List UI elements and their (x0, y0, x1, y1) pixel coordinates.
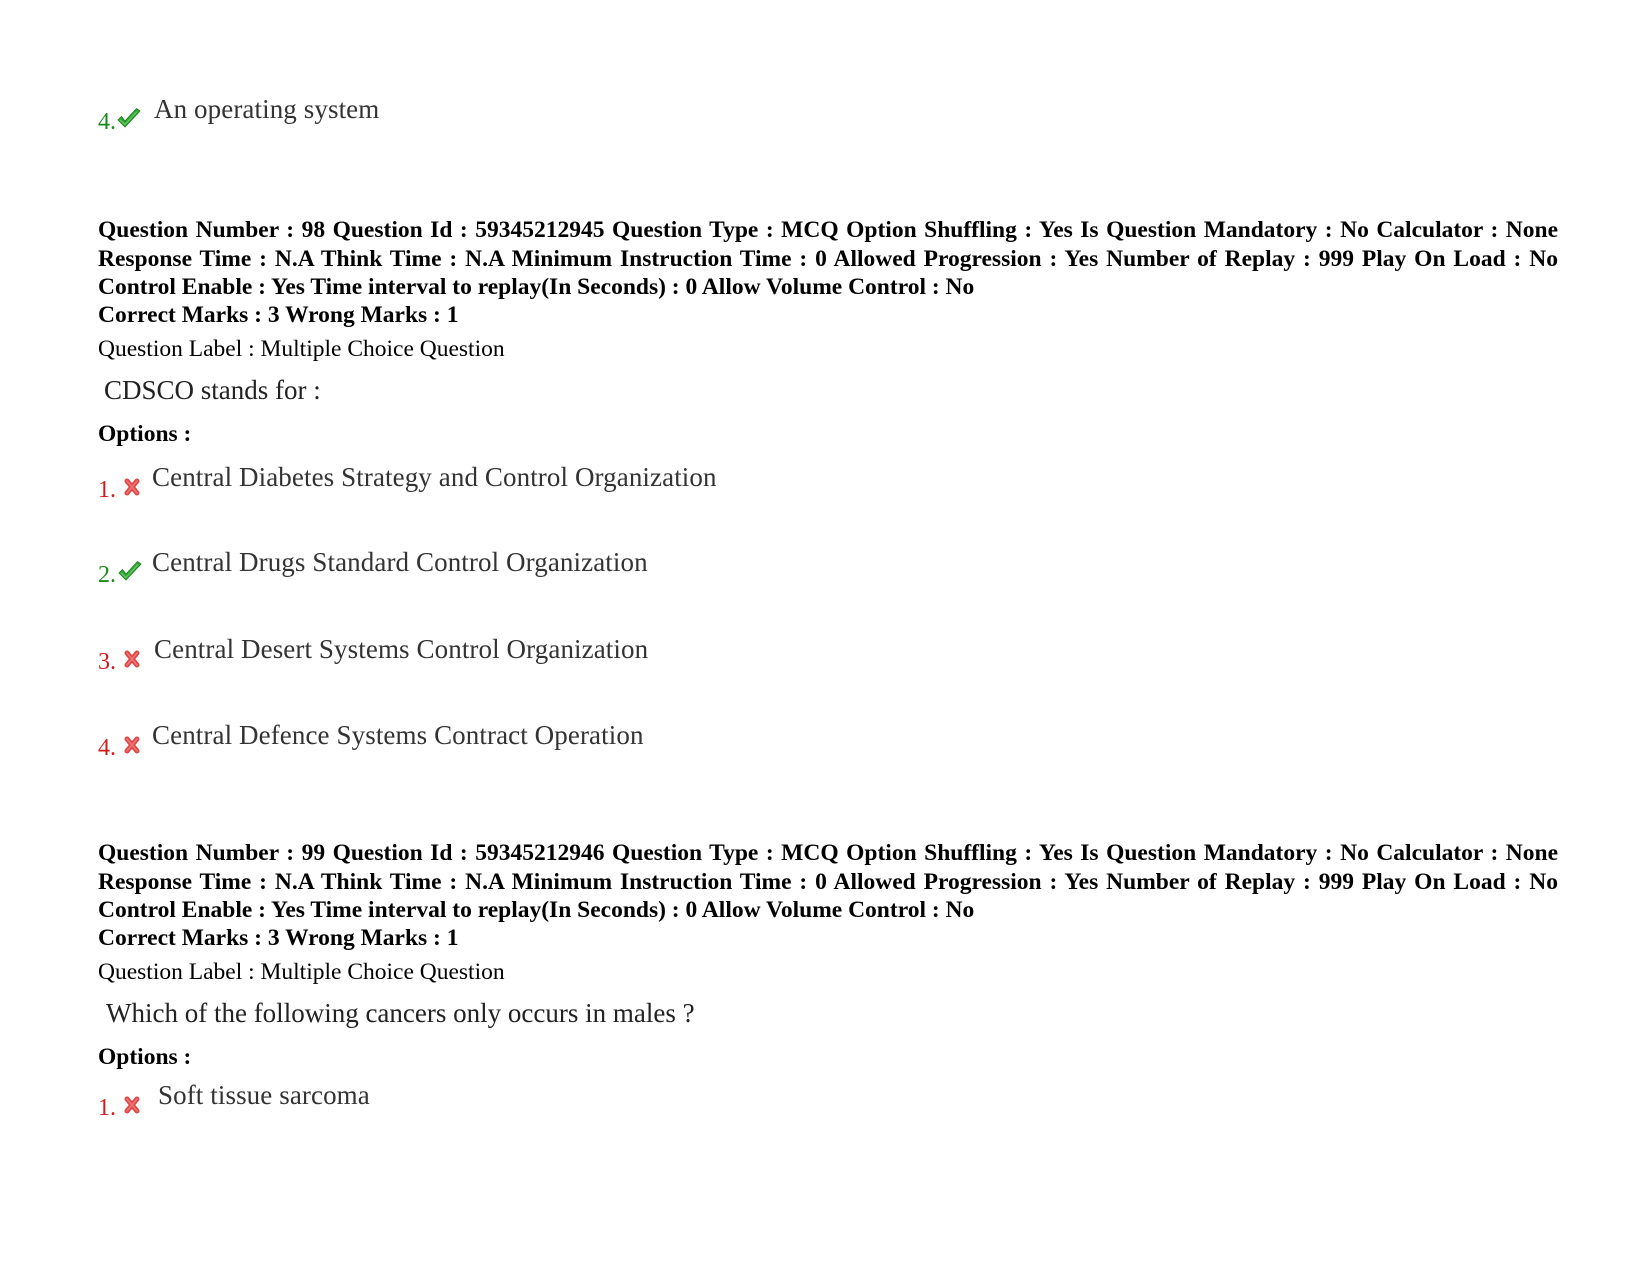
option-text: Soft tissue sarcoma (158, 1080, 370, 1110)
option-number: 4. (98, 109, 116, 135)
option-text: Central Drugs Standard Control Organization (152, 547, 648, 577)
option-number: 3. (98, 649, 116, 675)
check-icon (116, 107, 142, 131)
option-row (98, 720, 778, 760)
option-number: 1. (98, 1095, 116, 1121)
option-row (98, 462, 778, 502)
question-meta: Question Number : 98 Question Id : 59345212945 Question Type : MCQ Option Shuffling : Yes Is Question Mandatory : No Calculator : None Response Time : N.A Think Time : N.A Minimum Instruction Time : 0 Allowed Progression : Yes Number of Replay : 999 Play On Load : No Control Enable : Yes Time interval to replay(In Seconds) : 0 Allow Volume Control : No (98, 217, 1558, 300)
option-number: 4. (98, 735, 116, 761)
check-icon (117, 560, 143, 584)
question-meta: Question Number : 99 Question Id : 59345212946 Question Type : MCQ Option Shuffling : Yes Is Question Mandatory : No Calculator : None Response Time : N.A Think Time : N.A Minimum Instruction Time : 0 Allowed Progression : Yes Number of Replay : 999 Play On Load : No Control Enable : Yes Time interval to replay(In Seconds) : 0 Allow Volume Control : No (98, 840, 1558, 923)
options-heading: Options : (98, 1044, 192, 1070)
question-marks: Correct Marks : 3 Wrong Marks : 1 (98, 302, 459, 328)
cross-icon (119, 1093, 145, 1117)
question-label: Question Label : Multiple Choice Question (98, 959, 505, 985)
cross-icon (119, 475, 145, 499)
options-heading: Options : (98, 421, 192, 447)
option-text: Central Desert Systems Control Organization (154, 634, 649, 664)
option-number: 2. (98, 562, 116, 588)
option-row (98, 547, 778, 587)
option-text: Central Diabetes Strategy and Control Organization (152, 462, 717, 492)
option-text: Central Defence Systems Contract Operation (152, 720, 644, 750)
cross-icon (119, 733, 145, 757)
question-stem: Which of the following cancers only occurs in males ? (106, 998, 695, 1028)
option-row (98, 1080, 498, 1120)
cross-icon (119, 647, 145, 671)
option-row (98, 634, 778, 674)
question-marks: Correct Marks : 3 Wrong Marks : 1 (98, 925, 459, 951)
question-label: Question Label : Multiple Choice Question (98, 336, 505, 362)
option-row (98, 94, 498, 134)
question-stem: CDSCO stands for : (104, 375, 321, 405)
option-text: An operating system (154, 94, 380, 124)
option-number: 1. (98, 477, 116, 503)
